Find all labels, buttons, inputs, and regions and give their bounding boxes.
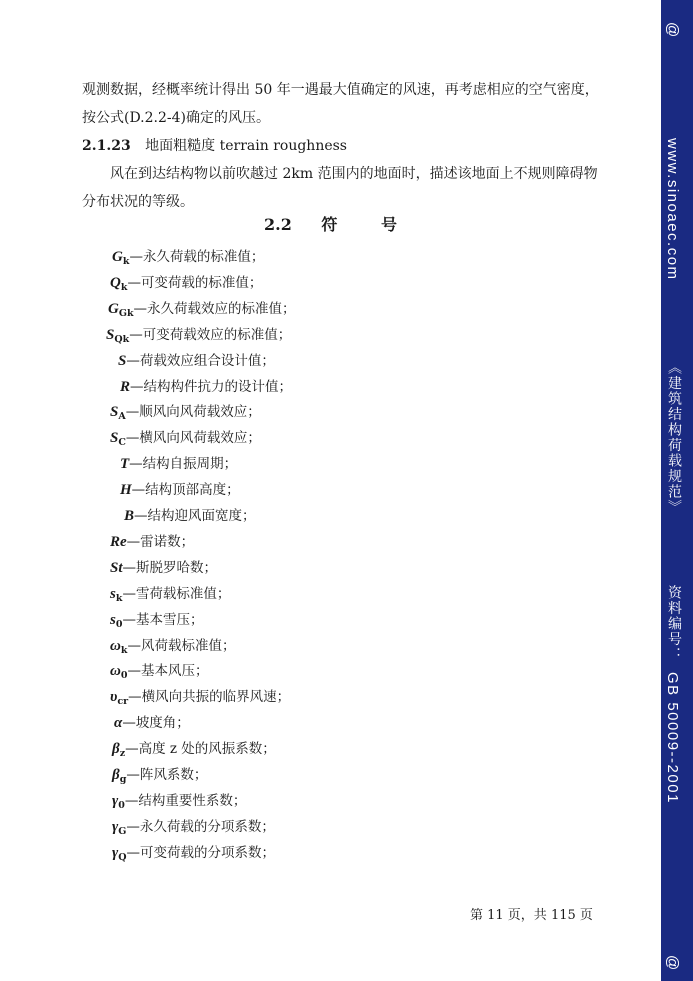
symbol-description: —结构顶部高度； <box>131 482 240 499</box>
symbol-row <box>110 533 194 551</box>
symbol-main: ω <box>110 637 121 654</box>
symbol-row <box>120 455 237 473</box>
symbol-row <box>110 585 230 608</box>
symbol-main: ω <box>110 663 121 680</box>
symbol-main: H <box>120 482 132 499</box>
symbol-main: S <box>110 404 119 421</box>
symbol-subscript: Gk <box>118 307 134 319</box>
symbol-row <box>112 818 275 841</box>
symbol-row <box>112 766 207 789</box>
symbol-main: β <box>112 741 120 758</box>
symbol-row <box>124 507 256 525</box>
symbol-description: —基本雪压； <box>122 611 204 628</box>
sidebar-banner <box>661 0 693 981</box>
symbol-main: B <box>124 508 135 524</box>
symbol-main: s <box>110 585 116 602</box>
symbol-subscript: 0 <box>115 618 123 630</box>
symbol-main: Q <box>110 274 121 291</box>
symbol-main: R <box>120 378 131 395</box>
symbol-row <box>108 300 296 323</box>
symbol-description: —横风向风荷载效应； <box>125 430 261 447</box>
symbol-main: γ <box>112 844 119 861</box>
symbol-subscript: k <box>120 281 128 293</box>
symbol-description: —斯脱罗哈数； <box>122 559 218 576</box>
symbol-description: —雷诺数； <box>126 533 195 550</box>
symbol-description: —结构自振周期； <box>129 456 238 473</box>
symbol-main: S <box>118 352 127 369</box>
symbol-subscript: G <box>118 825 127 837</box>
symbol-subscript: k <box>122 256 130 267</box>
at-icon: @ <box>664 22 681 39</box>
symbol-row <box>112 844 275 867</box>
symbol-row <box>110 429 261 452</box>
symbol-row <box>110 637 235 660</box>
symbol-main: α <box>114 715 123 732</box>
symbol-description: —横风向共振的临界风速； <box>128 689 291 706</box>
symbol-subscript: Qk <box>114 333 130 345</box>
symbol-subscript: C <box>118 437 126 449</box>
symbol-subscript: Q <box>118 851 127 863</box>
paragraph-line: 风在到达结构物以前吹越过 2km 范围内的地面时，描述该地面上不规则障碍物 <box>110 166 598 182</box>
symbol-row <box>110 559 217 577</box>
symbol-main: γ <box>112 818 119 835</box>
paragraph-line: 分布状况的等级。 <box>82 194 194 210</box>
symbol-row <box>112 248 264 271</box>
paragraph-continued <box>82 76 622 132</box>
symbol-main: β <box>112 767 120 783</box>
clause-heading <box>82 132 622 160</box>
symbol-description: —结构构件抗力的设计值； <box>130 378 293 395</box>
clause-number: 2.1.23 <box>82 138 131 154</box>
section-number: 2.2 <box>263 215 292 234</box>
symbol-subscript: k <box>120 644 128 656</box>
symbol-main: υ <box>110 689 118 706</box>
symbol-description: —可变荷载效应的标准值； <box>129 326 292 343</box>
symbol-description: —可变荷载的分项系数； <box>126 844 276 861</box>
symbol-subscript: A <box>118 411 126 423</box>
symbol-row <box>110 688 290 711</box>
symbol-subscript: z <box>119 748 126 760</box>
symbol-subscript: 0 <box>118 799 125 811</box>
symbol-main: s <box>110 611 116 628</box>
symbol-row <box>120 481 240 499</box>
symbol-main: Re <box>110 533 127 550</box>
symbol-description: —风荷载标准值； <box>127 637 236 654</box>
symbol-description: —顺风向风荷载效应； <box>125 404 261 421</box>
symbol-description: —坡度角； <box>122 715 190 732</box>
symbol-description: —可变荷载的标准值； <box>127 274 263 291</box>
symbol-description: —荷载效应组合设计值； <box>126 352 275 369</box>
symbol-subscript: 0 <box>120 670 128 682</box>
website-link[interactable]: www.sinoaec.com <box>664 138 681 281</box>
symbol-row <box>106 326 291 349</box>
paragraph-line: 观测数据，经概率统计得出 50 年一遇最大值确定的风速，再考虑相应的空气密度， <box>82 82 599 98</box>
symbol-row <box>120 378 292 396</box>
symbol-main: S <box>106 326 115 343</box>
symbol-description: —基本风压； <box>127 663 209 680</box>
symbol-description: —永久荷载效应的标准值； <box>133 300 296 317</box>
symbol-row <box>112 740 276 763</box>
symbol-main: G <box>112 249 123 265</box>
symbol-description: —高度 z 处的风振系数； <box>125 741 276 758</box>
symbol-main: G <box>108 300 119 317</box>
symbol-subscript: g <box>119 774 127 785</box>
symbol-description: —结构重要性系数； <box>124 792 247 809</box>
symbol-row <box>114 714 190 732</box>
page-number: 第 11 页，共 115 页 <box>470 908 593 923</box>
symbol-description: —永久荷载的标准值； <box>129 249 265 265</box>
book-title: 《建筑结构荷载规范》 <box>666 360 682 515</box>
symbol-description: —永久荷载的分项系数； <box>126 818 275 835</box>
symbol-main: γ <box>112 792 119 809</box>
doc-label: 资料编号： <box>666 585 682 663</box>
section-title-char: 号 <box>381 215 398 234</box>
paragraph-line: 按公式(D.2.2-4)确定的风压。 <box>82 110 271 126</box>
symbol-description: —雪荷载标准值； <box>122 585 231 602</box>
symbol-main: St <box>110 559 123 576</box>
symbol-description: —阵风系数； <box>126 767 208 783</box>
symbol-row <box>110 611 203 634</box>
clause-title: 地面粗糙度 terrain roughness <box>145 138 347 154</box>
symbol-row <box>110 274 262 297</box>
symbol-subscript: cr <box>117 696 129 708</box>
symbol-row <box>110 403 261 426</box>
symbol-main: S <box>110 430 119 447</box>
symbol-main: T <box>120 456 130 473</box>
clause-text <box>82 160 622 216</box>
section-title-char: 符 <box>321 215 338 234</box>
symbol-row <box>118 352 275 370</box>
symbol-subscript: k <box>115 592 123 604</box>
at-icon: @ <box>664 955 681 972</box>
section-heading <box>0 212 661 235</box>
symbol-row <box>112 792 246 815</box>
doc-code: GB 50009--2001 <box>664 672 681 804</box>
symbol-description: —结构迎风面宽度； <box>134 508 256 524</box>
symbol-row <box>110 662 208 685</box>
